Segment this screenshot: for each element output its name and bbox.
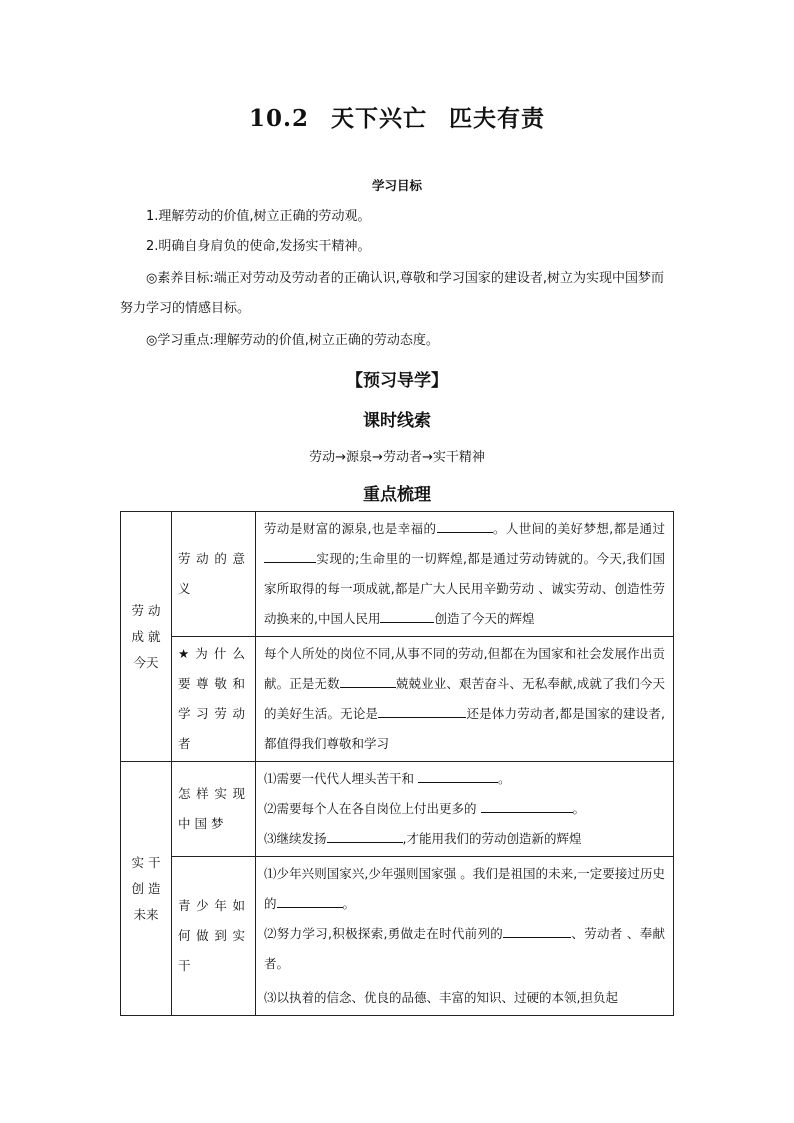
answer-cell: ⑴需要一代代人埋头苦干和 。 ⑵需要每个人在各自岗位上付出更多的 。 ⑶继续发扬 ,才能用我们的劳动创造新的辉煌 [256, 762, 674, 857]
answer-cell: 每个人所处的岗位不同,从事不同的劳动,但都在为国家和社会发展作出贡献。正是无数 兢兢业业、艰苦奋斗、无私奉献,成就了我们今天的美好生活。无论是 还是体力劳动者,都是国家的建设者,都值得我们尊敬和学习 [256, 637, 674, 762]
goal-literacy: ◎素养目标:端正对劳动及劳动者的正确认识,尊敬和学习国家的建设者,树立为实现中国梦而努力学习的情感目标。 [120, 271, 664, 316]
section-label-1: 劳 动 成 就 今天 [121, 512, 172, 762]
question-cell: 青少年如何做到实干 [172, 857, 256, 1016]
answer-cell: 劳动是财富的源泉,也是幸福的 。人世间的美好梦想,都是通过实现的;生命里的一切辉煌,都是通过劳动铸就的。今天,我们国家所取得的每一项成就,都是广大人民用辛勤劳动 、诚实劳动、创造性劳动换来的,中国人民用 创造了今天的辉煌 [256, 512, 674, 637]
key-points-heading: 重点梳理 [363, 485, 431, 505]
answer-cell: ⑴少年兴则国家兴,少年强则国家强 。我们是祖国的未来,一定要接过历史的 。 ⑵努力学习,积极探索,勇做走在时代前列的 、劳动者 、奉献者。 ⑶以执着的信念、优良的品德、丰富的知识、过硬的本领,担负起 [256, 857, 674, 1016]
fill-blank[interactable] [277, 893, 343, 908]
question-cell: 劳动的意义 [172, 512, 256, 637]
page-title [0, 100, 794, 133]
fill-blank[interactable] [327, 828, 403, 843]
fill-blank[interactable] [340, 673, 396, 688]
table-row [121, 512, 674, 637]
section-label-2: 实 干 创 造 未来 [121, 762, 172, 1016]
fill-blank[interactable] [264, 548, 316, 563]
table-row [121, 762, 674, 857]
table-row [121, 637, 674, 762]
preview-heading: 【预习导学】 [346, 371, 448, 391]
fill-blank[interactable] [378, 703, 466, 718]
goal-key-point: ◎学习重点:理解劳动的价值,树立正确的劳动态度。 [146, 333, 439, 348]
fill-blank[interactable] [481, 798, 573, 813]
title-number: 10.2 [248, 105, 310, 132]
clue-heading: 课时线索 [363, 411, 431, 431]
title-part1: 天下兴亡 [331, 105, 428, 132]
question-cell: ★为什么要尊敬和学习劳动者 [172, 637, 256, 762]
goal-item-2: 2.明确自身肩负的使命,发扬实干精神。 [146, 239, 371, 254]
table-row [121, 857, 674, 1016]
clue-text: 劳动→源泉→劳动者→实干精神 [309, 450, 485, 465]
fill-blank[interactable] [437, 518, 493, 533]
fill-blank[interactable] [380, 608, 434, 623]
key-points-table [120, 511, 674, 1016]
fill-blank[interactable] [503, 923, 571, 938]
fill-blank[interactable] [418, 768, 498, 783]
title-part2: 匹夫有责 [449, 105, 546, 132]
goals-heading: 学习目标 [371, 178, 422, 193]
question-cell: 怎样实现中国梦 [172, 762, 256, 857]
goal-item-1: 1.理解劳动的价值,树立正确的劳动观。 [146, 209, 371, 224]
